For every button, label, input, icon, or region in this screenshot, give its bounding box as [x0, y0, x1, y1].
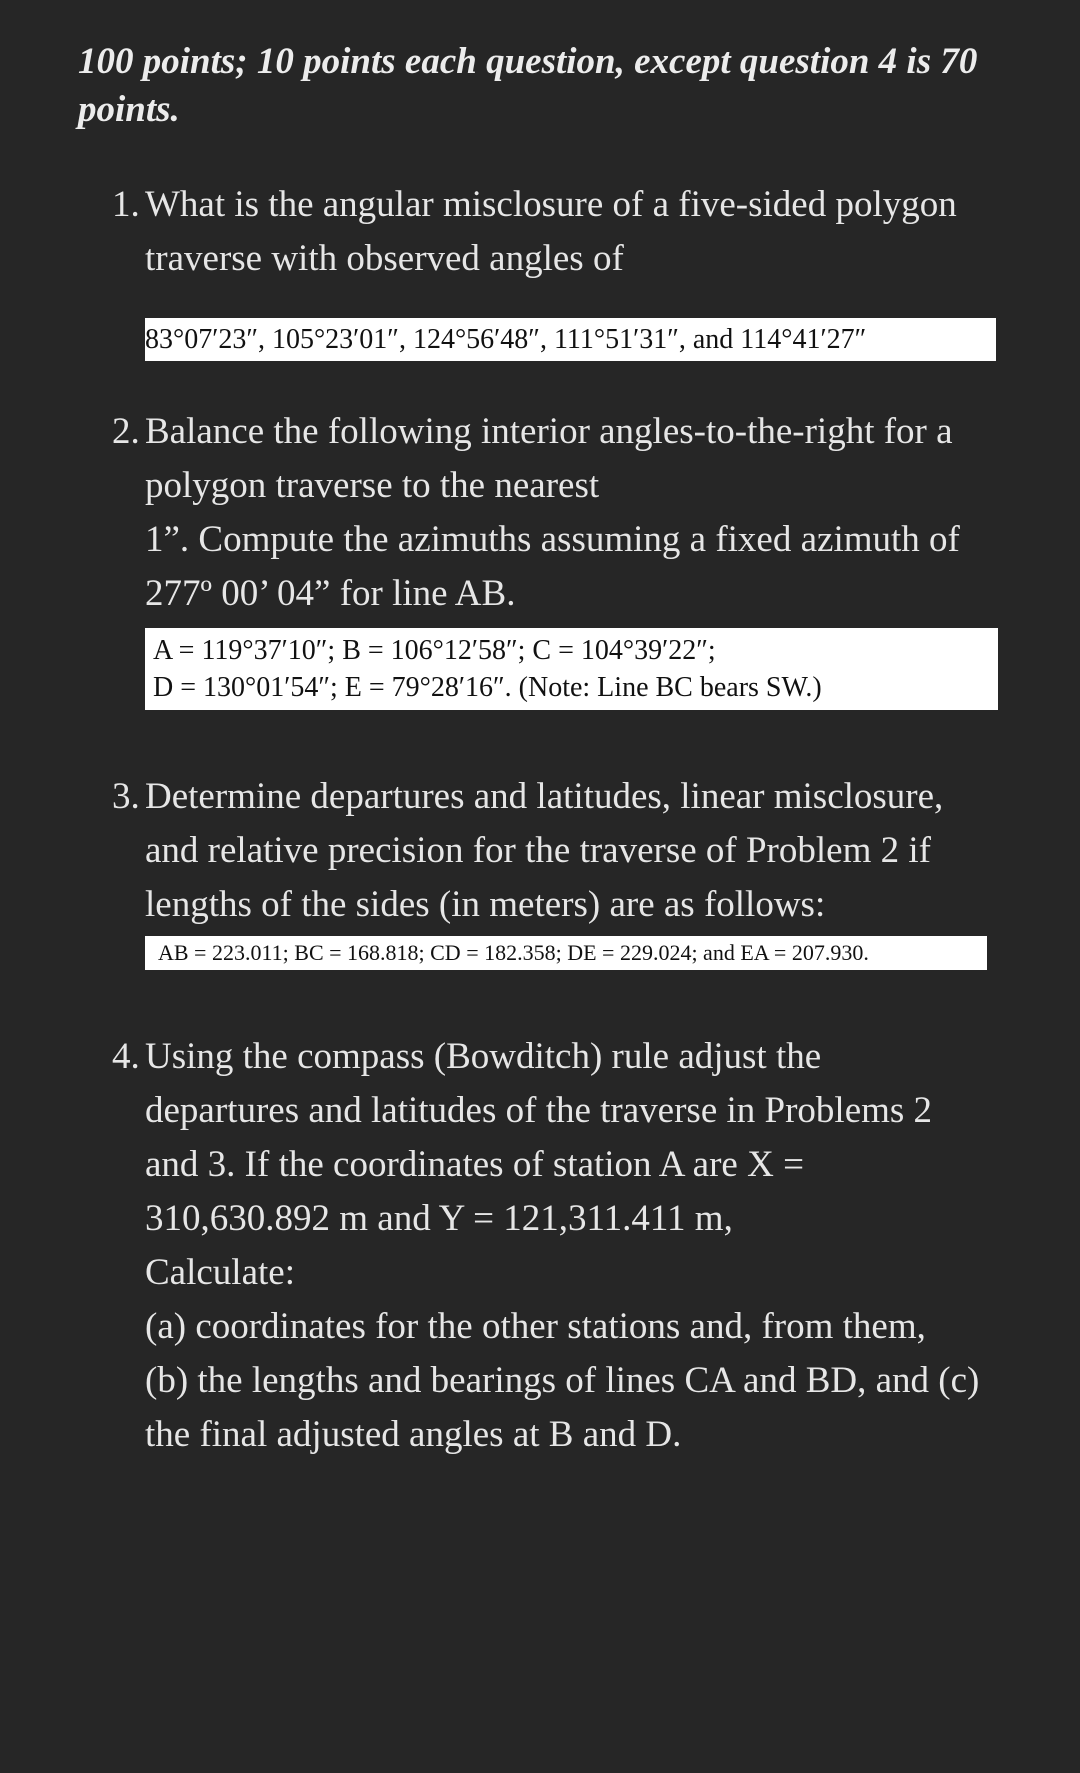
question-4-line-8: the final adjusted angles at B and D.	[145, 1414, 682, 1455]
question-1-number: 1.	[112, 184, 140, 225]
question-3-line-2: and relative precision for the traverse of Problem 2 if	[145, 830, 931, 871]
assignment-header	[78, 38, 1018, 134]
question-1-given-text: 83°07′23″, 105°23′01″, 124°56′48″, 111°51′31″, and 114°41′27″	[145, 324, 867, 355]
question-4-line-5: Calculate:	[145, 1252, 295, 1293]
question-1	[112, 178, 1012, 286]
question-2-given-line-1: A = 119°37′10″; B = 106°12′58″; C = 104°39′22″;	[153, 635, 716, 666]
question-4	[112, 1030, 1012, 1462]
question-1-line-1: What is the angular misclosure of a five-sided polygon	[145, 184, 957, 225]
question-1-given-angles	[145, 318, 996, 361]
question-4-line-7: (b) the lengths and bearings of lines CA and BD, and (c)	[145, 1360, 980, 1401]
question-1-line-2: traverse with observed angles of	[145, 238, 624, 279]
question-2-line-1: Balance the following interior angles-to-the-right for a	[145, 411, 953, 452]
question-2-given-line-2: D = 130°01′54″; E = 79°28′16″. (Note: Line BC bears SW.)	[153, 672, 822, 703]
question-4-line-6: (a) coordinates for the other stations and, from them,	[145, 1306, 926, 1347]
question-2-line-3: 1”. Compute the azimuths assuming a fixed azimuth of	[145, 519, 960, 560]
question-4-number: 4.	[112, 1036, 140, 1077]
question-2-given-angles	[145, 628, 998, 710]
question-3-line-1: Determine departures and latitudes, linear misclosure,	[145, 776, 944, 817]
question-4-line-1: Using the compass (Bowditch) rule adjust the	[145, 1036, 822, 1077]
question-3-given-text: AB = 223.011; BC = 168.818; CD = 182.358; DE = 229.024; and EA = 207.930.	[158, 940, 869, 965]
question-2-number: 2.	[112, 411, 140, 452]
question-3-given-lengths	[145, 936, 987, 970]
question-2-line-4: 277º 00’ 04” for line AB.	[145, 573, 516, 614]
question-3-number: 3.	[112, 776, 140, 817]
header-line-1: 100 points; 10 points each question, except question 4 is 70	[78, 41, 978, 82]
question-4-line-3: and 3. If the coordinates of station A are X =	[145, 1144, 804, 1185]
question-4-line-4: 310,630.892 m and Y = 121,311.411 m,	[145, 1198, 733, 1239]
header-line-2: points.	[78, 89, 180, 130]
question-2	[112, 405, 1012, 621]
question-2-line-2: polygon traverse to the nearest	[145, 465, 600, 506]
question-3	[112, 770, 1012, 932]
question-3-line-3: lengths of the sides (in meters) are as follows:	[145, 884, 826, 925]
question-4-line-2: departures and latitudes of the traverse in Problems 2	[145, 1090, 933, 1131]
